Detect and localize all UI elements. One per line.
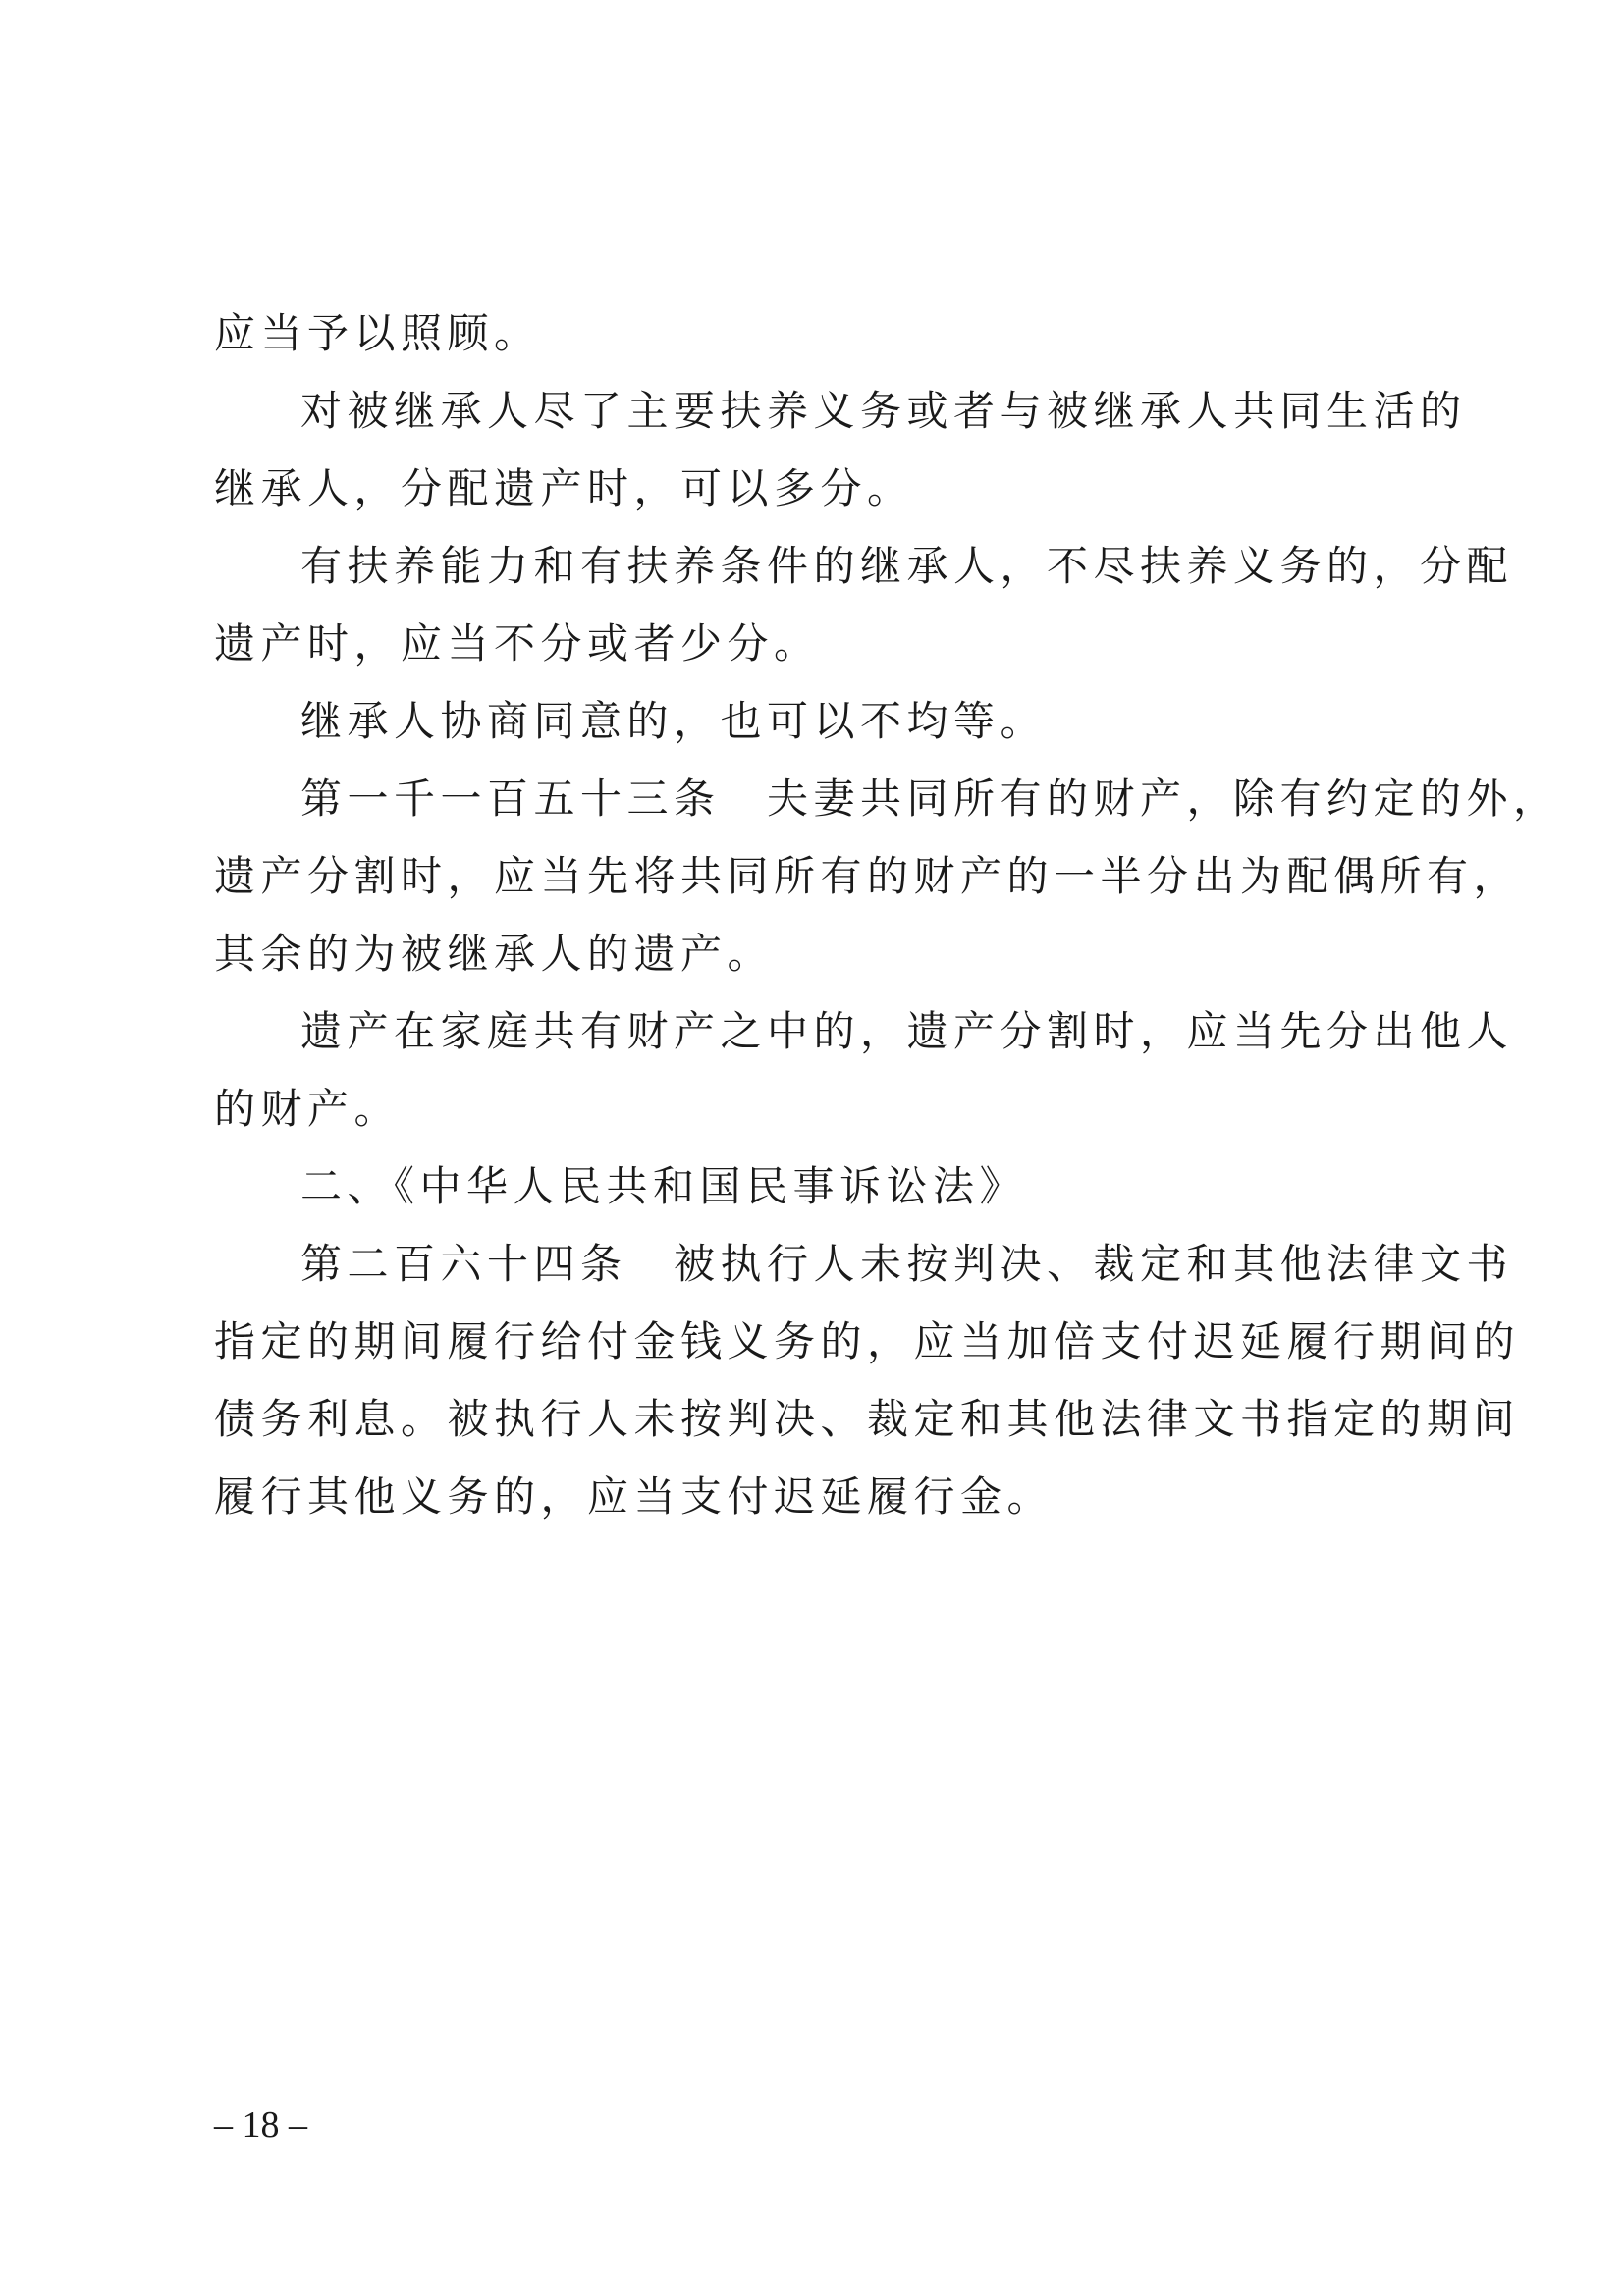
text-line: 履行其他义务的，应当支付迟延履行金。 <box>214 1472 1055 1521</box>
text-line: 继承人，分配遗产时，可以多分。 <box>214 464 914 512</box>
text-line: 有扶养能力和有扶养条件的继承人，不尽扶养义务的，分配 <box>300 542 1514 590</box>
text-line: 债务利息。被执行人未按判决、裁定和其他法律文书指定的期间 <box>214 1395 1521 1443</box>
body-text <box>214 294 1560 1535</box>
text-line: 应当予以照顾。 <box>214 309 541 357</box>
text-line: 第一千一百五十三条 夫妻共同所有的财产，除有约定的外， <box>300 774 1560 823</box>
text-line: 对被继承人尽了主要扶养义务或者与被继承人共同生活的 <box>300 387 1467 435</box>
text-line: 遗产分割时，应当先将共同所有的财产的一半分出为配偶所有， <box>214 852 1521 900</box>
page-number: – 18 – <box>214 2105 307 2146</box>
text-line: 其余的为被继承人的遗产。 <box>214 930 775 978</box>
text-line: 第二百六十四条 被执行人未按判决、裁定和其他法律文书 <box>300 1240 1514 1288</box>
text-line: 的财产。 <box>214 1085 402 1133</box>
text-line: 遗产在家庭共有财产之中的，遗产分割时，应当先分出他人 <box>300 1007 1514 1055</box>
text-line: 指定的期间履行给付金钱义务的，应当加倍支付迟延履行期间的 <box>214 1317 1521 1365</box>
section-heading: 二、《中华人民共和国民事诉讼法》 <box>300 1162 1027 1210</box>
text-line: 继承人协商同意的，也可以不均等。 <box>300 697 1048 745</box>
text-line: 遗产时，应当不分或者少分。 <box>214 619 821 667</box>
